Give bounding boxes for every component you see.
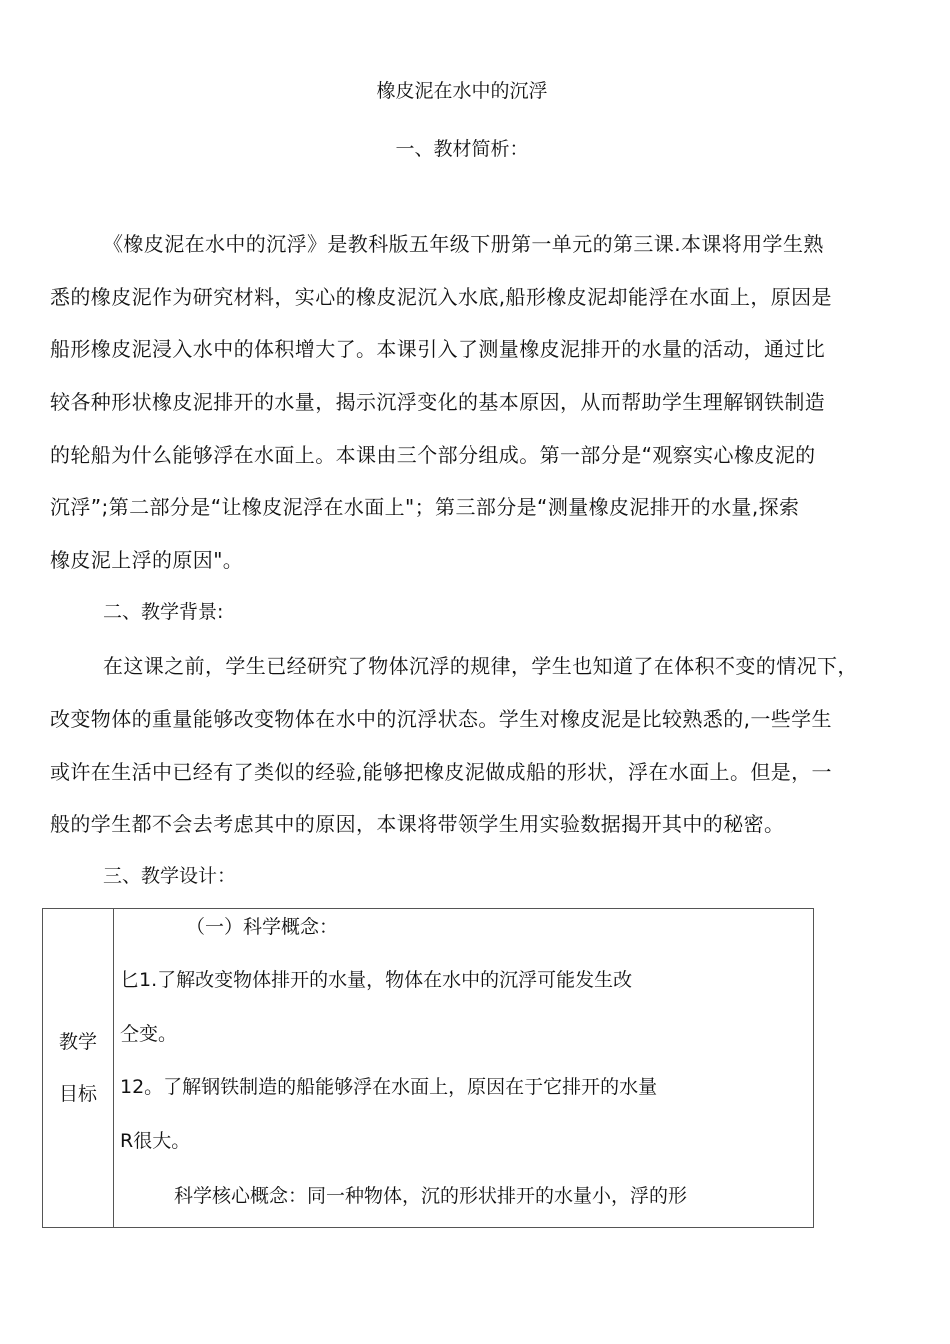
content-line: 匕1.了解改变物体排开的水量，物体在水中的沉浮可能发生改	[120, 969, 633, 991]
section-heading-teaching-design: 三、教学设计：	[103, 865, 237, 887]
paragraph-line: 橡皮泥上浮的原因"。	[50, 548, 244, 572]
content-line: 12。了解钢铁制造的船能够浮在水面上，原因在于它排开的水量	[120, 1076, 658, 1098]
section-heading-teaching-background: 二、教学背景:	[103, 601, 224, 623]
row-label-line: 目标	[58, 1083, 97, 1105]
paragraph-line: 般的学生都不会去考虑其中的原因，本课将带领学生用实验数据揭开其中的秘密。	[50, 812, 785, 836]
document-title: 橡皮泥在水中的沉浮	[376, 80, 548, 102]
paragraph-line: 的轮船为什么能够浮在水面上。本课由三个部分组成。第一部分是“观察实心橡皮泥的	[50, 443, 816, 467]
row-label-line: 教学	[58, 1031, 97, 1053]
table-row-label	[43, 909, 114, 1228]
teaching-goals-table	[42, 908, 814, 1228]
paragraph-line: 或许在生活中已经有了类似的经验,能够把橡皮泥做成船的形状，浮在水面上。但是，一	[50, 760, 832, 784]
subsection-heading: （一）科学概念：	[186, 916, 339, 938]
table-content-cell	[114, 909, 814, 1228]
paragraph-line: 较各种形状橡皮泥排开的水量，揭示沉浮变化的基本原因，从而帮助学生理解钢铁制造	[50, 390, 826, 414]
content-line: 科学核心概念：同一种物体，沉的形状排开的水量小，浮的形	[174, 1185, 688, 1207]
paragraph-line: 船形橡皮泥浸入水中的体积增大了。本课引入了测量橡皮泥排开的水量的活动，通过比	[50, 337, 826, 361]
content-line: 仝变。	[120, 1023, 178, 1045]
paragraph-line: 在这课之前，学生已经研究了物体沉浮的规律，学生也知道了在体积不变的情况下，	[103, 654, 858, 678]
paragraph-line: 悉的橡皮泥作为研究材料，实心的橡皮泥沉入水底,船形橡皮泥却能浮在水面上，原因是	[50, 285, 832, 309]
paragraph-line: 沉浮”;第二部分是“让橡皮泥浮在水面上"；第三部分是“测量橡皮泥排开的水量,探索	[50, 495, 800, 519]
content-line: R很大。	[120, 1130, 191, 1152]
paragraph-line: 改变物体的重量能够改变物体在水中的沉浮状态。学生对橡皮泥是比较熟悉的,一些学生	[50, 707, 832, 731]
section-heading-textbook-analysis: 一、教材简析：	[395, 138, 529, 160]
paragraph-line: 《橡皮泥在水中的沉浮》是教科版五年级下册第一单元的第三课.本课将用学生熟	[103, 232, 824, 256]
